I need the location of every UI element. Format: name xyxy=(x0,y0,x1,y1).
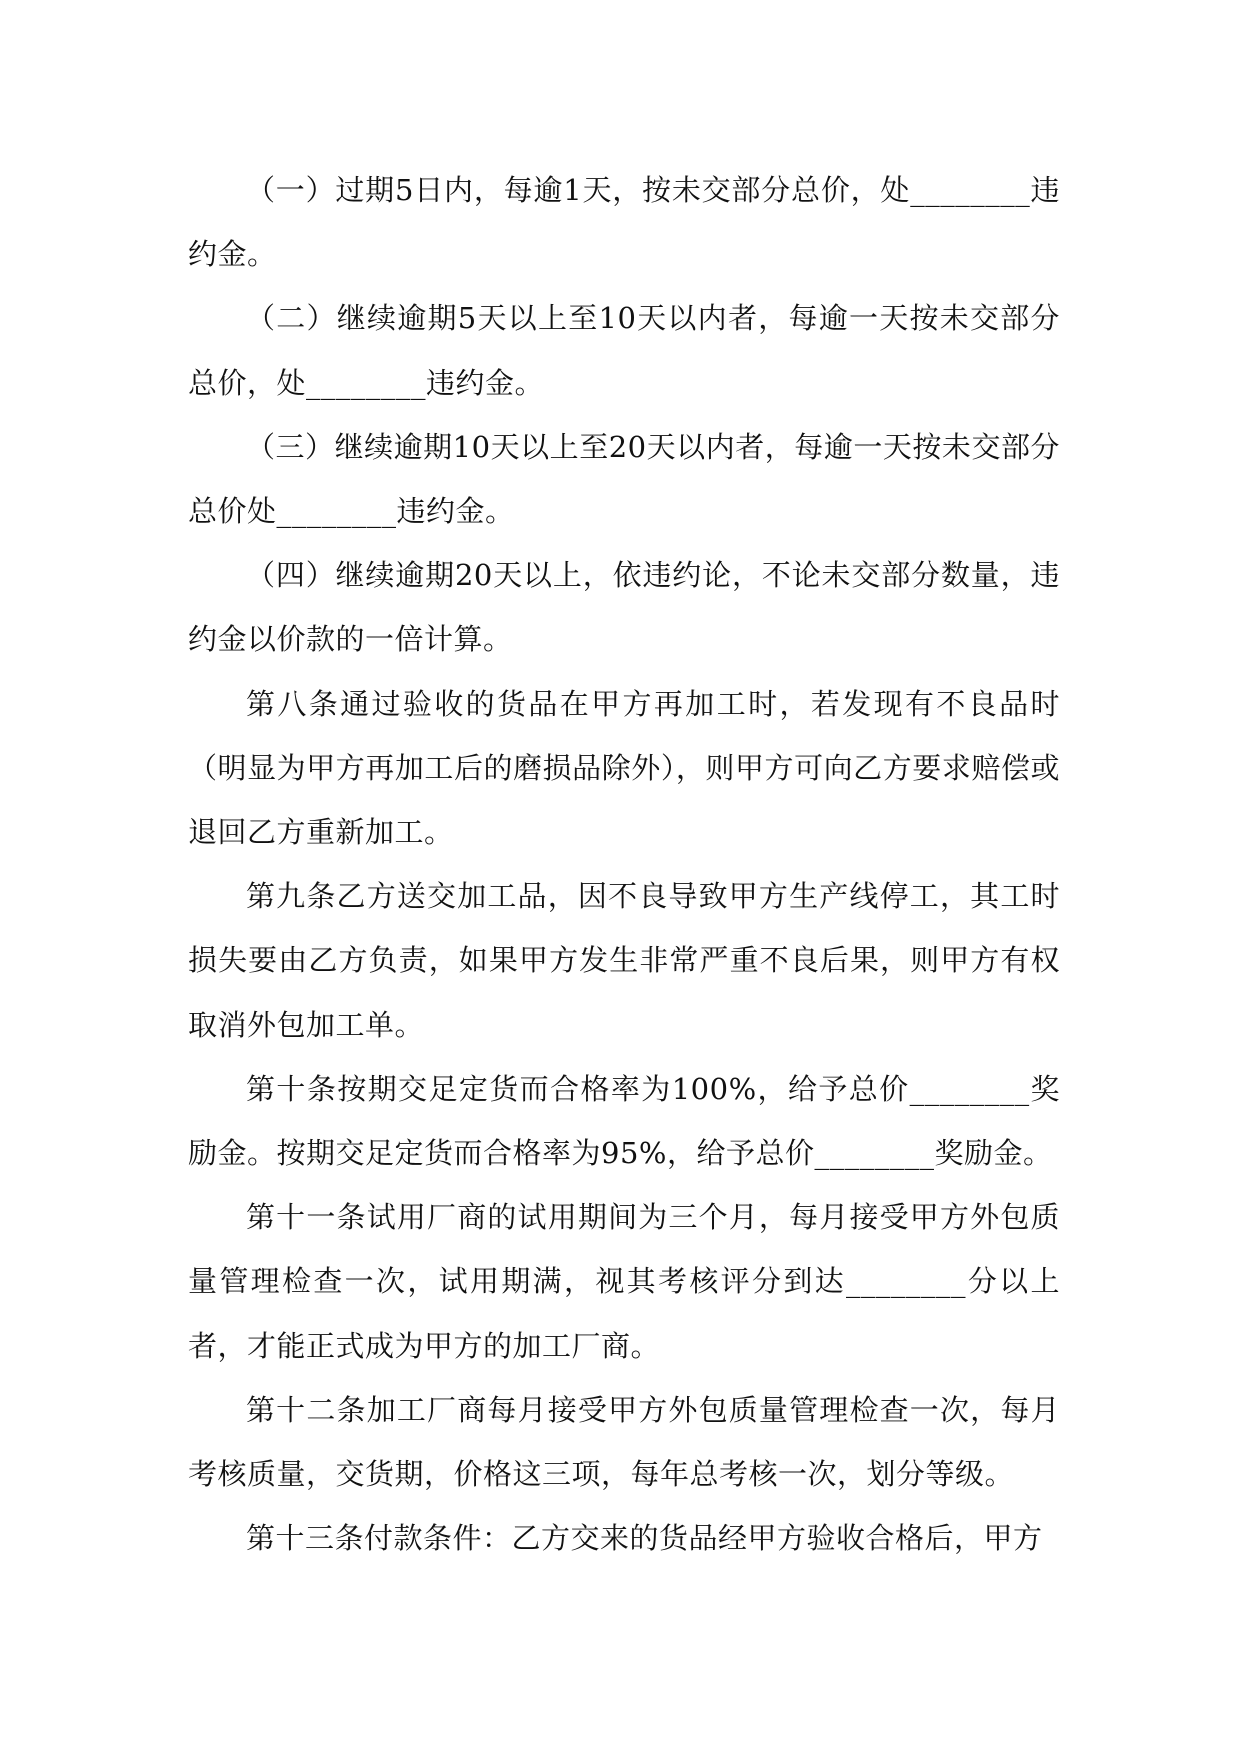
article-8: 第八条通过验收的货品在甲方再加工时，若发现有不良品时（明显为甲方再加工后的磨损品除外），则甲方可向乙方要求赔偿或退回乙方重新加工。 xyxy=(188,686,1060,850)
article-12: 第十二条加工厂商每月接受甲方外包质量管理检查一次，每月考核质量，交货期，价格这三项，每年总考核一次，划分等级。 xyxy=(188,1392,1060,1492)
article-9: 第九条乙方送交加工品，因不良导致甲方生产线停工，其工时损失要由乙方负责，如果甲方发生非常严重不良后果，则甲方有权取消外包加工单。 xyxy=(188,879,1060,1042)
clause-penalty-4: （四）继续逾期20天以上，依违约论，不论未交部分数量，违约金以价款的一倍计算。 xyxy=(188,558,1060,657)
article-10: 第十条按期交足定货而合格率为100%，给予总价________奖励金。按期交足定货而合格率为95%，给予总价________奖励金。 xyxy=(188,1071,1060,1171)
clause-penalty-3: （三）继续逾期10天以上至20天以内者，每逾一天按未交部分总价处________违约金。 xyxy=(188,429,1060,529)
article-11: 第十一条试用厂商的试用期间为三个月，每月接受甲方外包质量管理检查一次，试用期满，视其考核评分到达________分以上者，才能正式成为甲方的加工厂商。 xyxy=(188,1200,1060,1363)
clause-penalty-2: （二）继续逾期5天以上至10天以内者，每逾一天按未交部分总价，处________违约金。 xyxy=(188,301,1060,400)
article-13: 第十三条付款条件：乙方交来的货品经甲方验收合格后，甲方 xyxy=(246,1521,1043,1556)
clause-penalty-1: （一）过期5日内，每逾1天，按未交部分总价，处________违约金。 xyxy=(188,173,1060,272)
document-body xyxy=(188,158,1060,1570)
